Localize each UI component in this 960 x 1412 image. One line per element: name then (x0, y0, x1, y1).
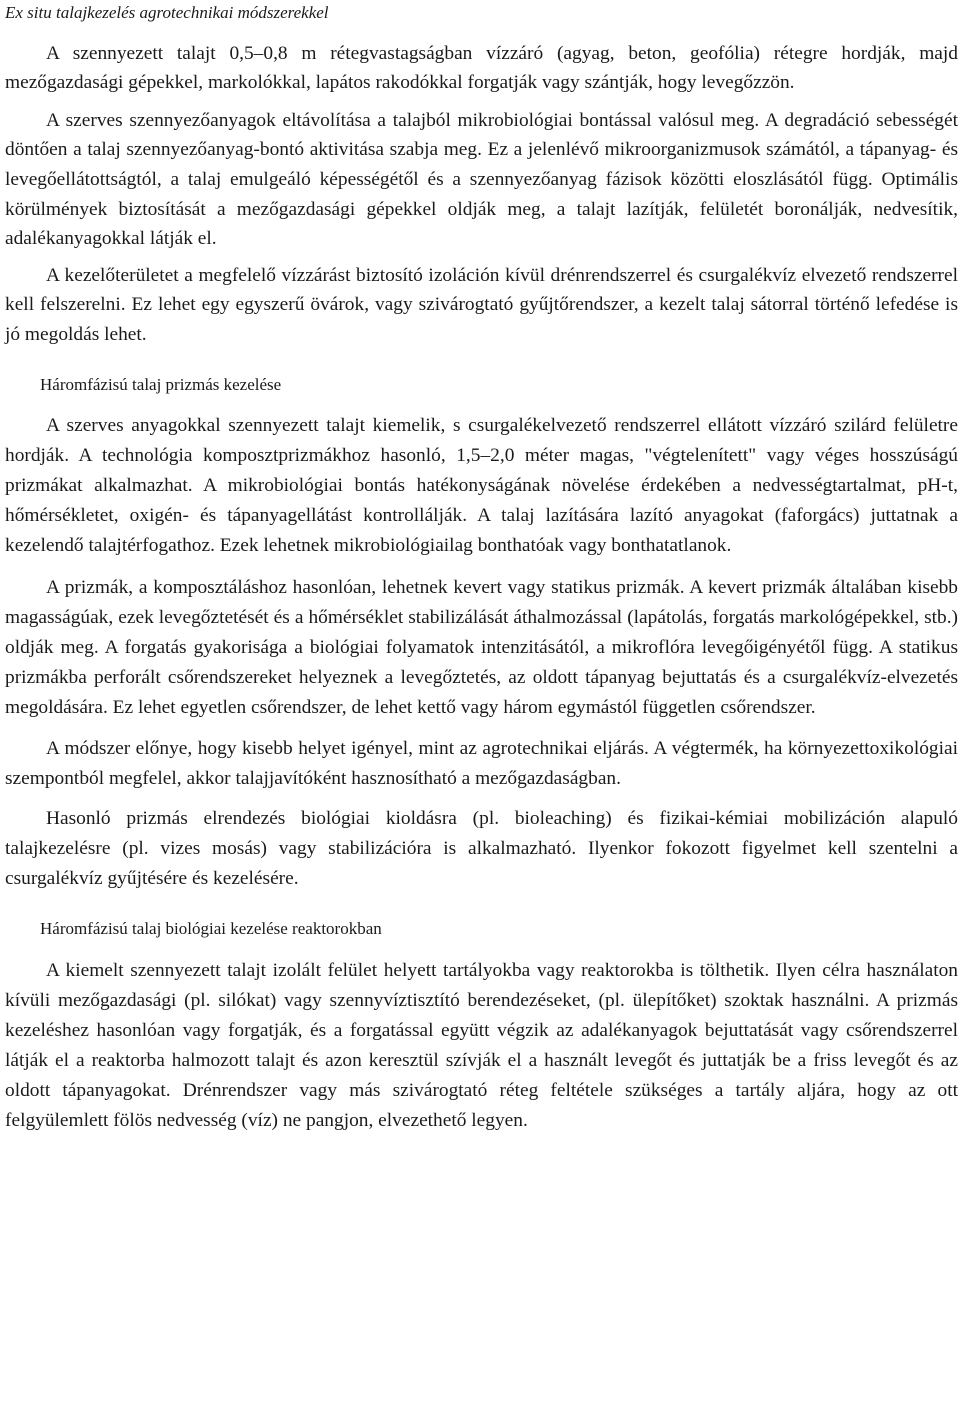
paragraph: A prizmák, a komposztáláshoz hasonlóan, lehetnek kevert vagy statikus prizmák. A kevert prizmák általában kisebb magasságúak, ezek levegőztetését és a hőmérséklet stabilizálását áthalmozással (lapátolás, forgatás markológépekkel, stb.) oldják meg. A forgatás gyakorisága a biológiai folyamatok intenzitásától, a mikroflóra levegőigényétől függ. A statikus prizmákba perforált csőrendszereket helyeznek a levegőztetés, az oldott tápanyag bejuttatás és a csurgalékvíz-elvezetés megoldására. Ez lehet egyetlen csőrendszer, de lehet kettő vagy három egymástól független csőrendszer. (5, 576, 958, 719)
paragraph: A módszer előnye, hogy kisebb helyet igényel, mint az agrotechnikai eljárás. A végtermék, ha környezettoxikológiai szempontból megfelel, akkor talajjavítóként hasznosítható a mezőgazdaságban. (5, 737, 958, 789)
section-heading: Háromfázisú talaj prizmás kezelése (40, 374, 282, 394)
paragraph: Hasonló prizmás elrendezés biológiai kioldásra (pl. bioleaching) és fizikai-kémiai mobilizáción alapuló talajkezelésre (pl. vizes mosás) vagy stabilizációra is alkalmazható. Ilyenkor fokozott figyelmet kell szentelni a csurgalékvíz gyűjtésére és kezelésére. (5, 808, 958, 890)
paragraph: A kiemelt szennyezett talajt izolált felület helyett tartályokba vagy reaktorokba is tölthetik. Ilyen célra használaton kívüli mezőgazdasági (pl. silókat) vagy szennyvíztisztító berendezéseket, (pl. ülepítőket) szoktak használni. A prizmás kezeléshez hasonlóan vagy forgatják, és a forgatással együtt végzik az adalékanyagok bejuttatását vagy csőrendszerrel látják el a reaktorba halmozott talajt és azon keresztül szívják el a használt levegőt és juttatják be a friss levegőt és az oldott tápanyagokat. Drénrendszer vagy más szivárogtató réteg feltétele szükséges a tartály aljára, hogy az ott felgyülemlett fölös nedvesség (víz) ne pangjon, elvezethető legyen. (5, 959, 958, 1131)
section-title: Ex situ talajkezelés agrotechnikai módszerekkel (5, 3, 329, 22)
paragraph: A szerves szennyezőanyagok eltávolítása a talajból mikrobiológiai bontással valósul meg. A degradáció sebességét döntően a talaj szennyezőanyag-bontó aktivitása szabja meg. Ez a jelenlévő mikroorganizmusok számától, a tápanyag- és levegőellátottságtól, a talaj emulgeáló képességétől és a szennyezőanyag fázisok közötti eloszlásától függ. Optimális körülmények biztosítását a mezőgazdasági gépekkel oldják meg, a talajt lazítják, felületét boronálják, nedvesítik, adalékanyagokkal látják el. (5, 109, 958, 250)
paragraph: A szerves anyagokkal szennyezett talajt kiemelik, s csurgalékelvezető rendszerrel ellátott vízzáró szilárd felületre hordják. A technológia komposztprizmákhoz hasonló, 1,5–2,0 méter magas, "végtelenített" vagy véges hosszúságú prizmákat alkalmazhat. A mikrobiológiai bontás hatékonyságának növelése érdekében a nedvességtartalmat, pH-t, hőmérsékletet, oxigén- és tápanyagellátást kontrollálják. A talaj lazítására lazító anyagokat (faforgács) juttatnak a kezelendő talajtérfogathoz. Ezek lehetnek mikrobiológiailag bonthatóak vagy bonthatatlanok. (5, 414, 958, 557)
paragraph: A szennyezett talajt 0,5–0,8 m rétegvastagságban vízzáró (agyag, beton, geofólia) rétegre hordják, majd mezőgazdasági gépekkel, markolókkal, lapátos rakodókkal forgatják vagy szántják, hogy levegőzzön. (5, 43, 958, 94)
document-page (5, 0, 958, 1136)
paragraph: A kezelőterületet a megfelelő vízzárást biztosító izoláción kívül drénrendszerrel és csurgalékvíz elvezető rendszerrel kell felszerelni. Ez lehet egy egyszerű övárok, vagy szivárogtató gyűjtőrendszer, a kezelt talaj sátorral történő lefedése is jó megoldás lehet. (5, 264, 958, 345)
section-heading: Háromfázisú talaj biológiai kezelése reaktorokban (40, 918, 382, 938)
